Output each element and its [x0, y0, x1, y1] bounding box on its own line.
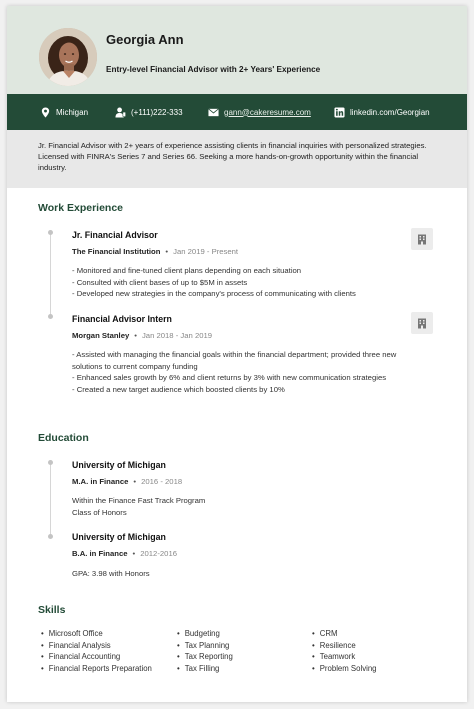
job-org-line: Morgan Stanley • Jan 2018 - Jan 2019	[72, 331, 213, 340]
degree-details	[72, 568, 412, 580]
degree-detail: Class of Honors	[72, 507, 127, 517]
skill-item: • Budgeting	[177, 628, 233, 640]
skill-item: • Resilience	[312, 640, 377, 652]
job-bullet: - Enhanced sales growth by 6% and client returns by 3% with new communication strategies	[72, 373, 387, 382]
contact-email[interactable]	[208, 94, 311, 130]
degree: B.A. in Finance	[72, 549, 128, 558]
envelope-icon	[208, 107, 219, 118]
candidate-name: Georgia Ann	[106, 32, 184, 47]
building-icon	[411, 228, 433, 250]
skill-item: • Financial Analysis	[41, 640, 152, 652]
job-org: Morgan Stanley	[72, 331, 130, 340]
contact-location	[40, 94, 88, 130]
job-date: Jan 2019 - Present	[173, 247, 239, 256]
job-bullet: - Consulted with client bases of up to $5M in assets	[72, 277, 248, 287]
skill-item: • Tax Planning	[177, 640, 233, 652]
candidate-tagline: Entry-level Financial Advisor with 2+ Years' Experience	[106, 65, 321, 74]
job-bullet: - Developed new strategies in the company's process of communicating with clients	[72, 289, 356, 298]
degree-detail: Within the Finance Fast Track Program	[72, 496, 206, 505]
email-link[interactable]: gann@cakeresume.com	[224, 107, 311, 117]
degree-detail: GPA: 3.98 with Honors	[72, 569, 150, 578]
skill-item: • CRM	[312, 628, 377, 640]
skill-item: • Problem Solving	[312, 663, 377, 675]
skills-column-3	[312, 628, 377, 674]
timeline-dot	[48, 534, 53, 539]
job-bullets	[72, 265, 412, 300]
user-phone-icon	[115, 107, 126, 118]
degree-date: 2016 - 2018	[141, 477, 183, 486]
building-icon	[411, 312, 433, 334]
timeline-dot	[48, 230, 53, 235]
map-pin-icon	[40, 107, 51, 118]
education-timeline-line	[50, 462, 51, 536]
job-title: Jr. Financial Advisor	[72, 230, 158, 240]
job-bullet: - Created a new target audience which boosted clients by 10%	[72, 384, 285, 394]
degree-line: B.A. in Finance • 2012-2016	[72, 549, 177, 558]
summary: Jr. Financial Advisor with 2+ years of experience assisting clients in financial inquiries with personalized strategies. Licensed with FINRA's Series 7 and Series 66. Seeking a more hands-on-growth opportunity within the financial industry.	[7, 130, 467, 188]
skill-item: • Financial Accounting	[41, 651, 152, 663]
contact-bar	[7, 94, 467, 130]
profile-photo	[39, 28, 97, 86]
job-title: Financial Advisor Intern	[72, 314, 172, 324]
degree-line: M.A. in Finance • 2016 - 2018	[72, 477, 183, 486]
job-org-line: The Financial Institution • Jan 2019 - Present	[72, 247, 239, 256]
phone-text: (+111)222-333	[131, 107, 183, 117]
school-name: University of Michigan	[72, 532, 166, 542]
timeline-dot	[48, 460, 53, 465]
job-bullet: - Assisted with managing the financial goals within the financial department; provided three new solutions to current company funding	[72, 350, 397, 371]
education-heading: Education	[38, 432, 89, 444]
skills-column-2	[177, 628, 233, 674]
contact-linkedin[interactable]	[334, 94, 430, 130]
contact-phone	[115, 94, 183, 130]
linkedin-link[interactable]: linkedin.com/Georgian	[350, 107, 430, 117]
degree-details	[72, 495, 412, 518]
degree: M.A. in Finance	[72, 477, 129, 486]
skill-item: • Microsoft Office	[41, 628, 152, 640]
timeline-dot	[48, 314, 53, 319]
skill-item: • Teamwork	[312, 651, 377, 663]
skills-column-1	[41, 628, 152, 674]
work-experience-heading: Work Experience	[38, 202, 124, 214]
school-name: University of Michigan	[72, 460, 166, 470]
skills-heading: Skills	[38, 604, 66, 616]
resume-header	[7, 6, 467, 94]
resume-page	[7, 6, 467, 702]
job-org: The Financial Institution	[72, 247, 161, 256]
skill-item: • Tax Reporting	[177, 651, 233, 663]
skill-item: • Financial Reports Preparation	[41, 663, 152, 675]
linkedin-icon	[334, 107, 345, 118]
job-date: Jan 2018 - Jan 2019	[141, 331, 213, 340]
degree-date: 2012-2016	[140, 549, 177, 558]
job-bullets	[72, 349, 412, 395]
location-text: Michigan	[56, 107, 89, 117]
skill-item: • Tax Filling	[177, 663, 233, 675]
work-timeline-line	[50, 232, 51, 316]
job-bullet: - Monitored and fine-tuned client plans depending on each situation	[72, 266, 302, 275]
